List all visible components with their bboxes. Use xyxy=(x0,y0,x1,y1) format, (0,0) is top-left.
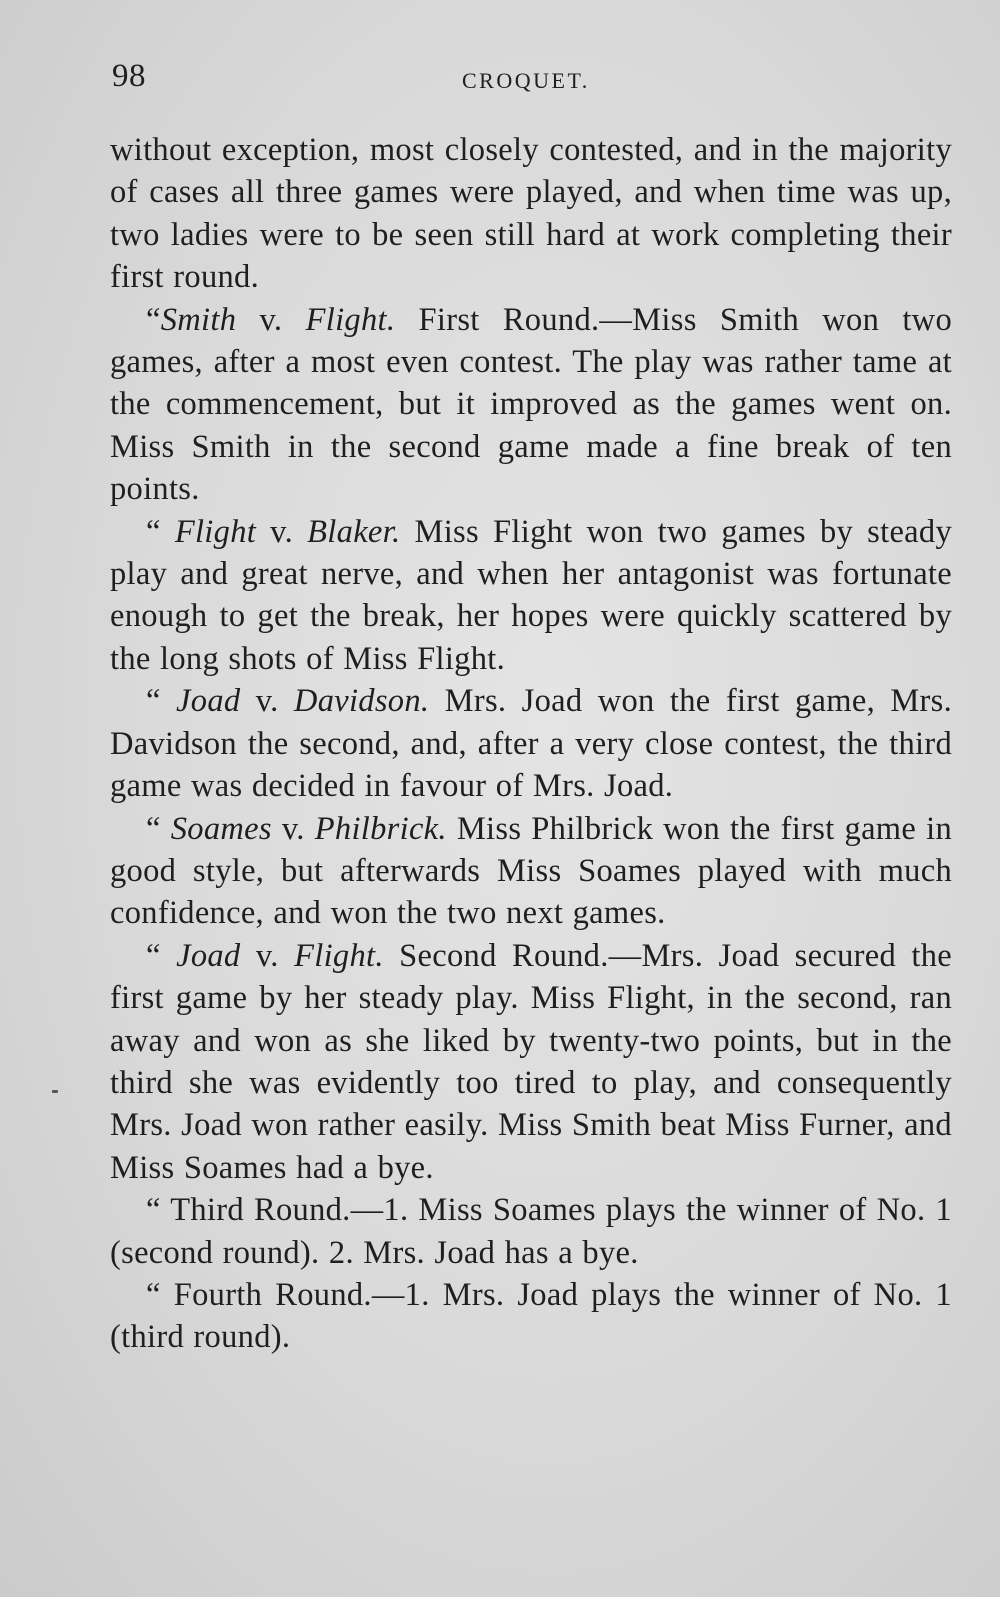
player-name: Smith xyxy=(160,301,237,338)
match-paragraph-joad-davidson xyxy=(110,680,952,807)
paragraph-text: Mrs. Joad won the first game, Mrs. Davidson the second, and, after a very close contest, the third game was decided in favour of Mrs. Joad. xyxy=(110,683,953,805)
paragraph-text: without exception, most closely contested, and in the majority of cases all three games were played, and when time was up, two ladies were to be seen still hard at work completing their first round. xyxy=(110,132,952,296)
paragraph-text: First Round.—Miss Smith won two games, after a most even contest. The play was rather tame at the commencement, but it improved as the games went on. Miss Smith in the second game made a fine break of ten points. xyxy=(110,301,952,508)
third-round-paragraph xyxy=(110,1189,952,1274)
player-name: Soames xyxy=(170,810,272,847)
paragraph-text: Miss Flight won two games by steady play and great nerve, and when her antagonist was fortunate enough to get the break, her hopes were quickly scattered by the long shots of Miss Flight. xyxy=(110,513,952,677)
open-quote: “ xyxy=(146,513,175,550)
page-number: 98 xyxy=(112,58,146,94)
margin-mark xyxy=(52,1090,58,1093)
open-quote: “ xyxy=(146,937,177,974)
versus: v. xyxy=(256,513,308,550)
player-name: Flight. xyxy=(294,937,384,974)
running-title: CROQUET. xyxy=(462,68,590,93)
paragraph-text: Second Round.—Mrs. Joad secured the first game by her steady play. Miss Flight, in the second, ran away and won as she liked by twenty-two points, but in the third she was evidently too tired to play, and consequently Mrs. Joad won rather easily. Miss Smith beat Miss Furner, and Miss Soames had a bye. xyxy=(110,937,952,1186)
open-quote: “ xyxy=(146,683,177,720)
body-text xyxy=(110,129,952,1359)
player-name: Blaker. xyxy=(307,513,401,550)
versus: v. xyxy=(271,810,315,847)
player-name: Joad xyxy=(176,683,241,720)
player-name: Davidson. xyxy=(293,683,430,720)
paragraph-text: “ Fourth Round.—1. Mrs. Joad plays the winner of No. 1 (third round). xyxy=(110,1276,952,1356)
match-paragraph-smith-flight xyxy=(110,299,952,511)
player-name: Joad xyxy=(176,937,241,974)
paragraph-text: “ Third Round.—1. Miss Soames plays the winner of No. 1 (second round). 2. Mrs. Joad has a bye. xyxy=(110,1192,952,1271)
player-name: Flight. xyxy=(305,301,396,338)
player-name: Philbrick. xyxy=(314,810,447,847)
paragraph-text: Miss Philbrick won the first game in good style, but afterwards Miss Soames played with much confidence, and won the two next games. xyxy=(110,810,953,932)
open-quote: “ xyxy=(146,301,161,338)
open-quote: “ xyxy=(146,810,171,847)
running-head xyxy=(112,58,948,98)
match-paragraph-joad-flight xyxy=(110,935,952,1189)
paragraph-continuation xyxy=(110,129,952,299)
match-paragraph-soames-philbrick xyxy=(110,808,952,935)
versus: v. xyxy=(236,301,306,338)
versus: v. xyxy=(240,937,295,974)
player-name: Flight xyxy=(174,513,257,550)
match-paragraph-flight-blaker xyxy=(110,511,952,681)
versus: v. xyxy=(240,683,294,720)
fourth-round-paragraph xyxy=(110,1274,952,1359)
